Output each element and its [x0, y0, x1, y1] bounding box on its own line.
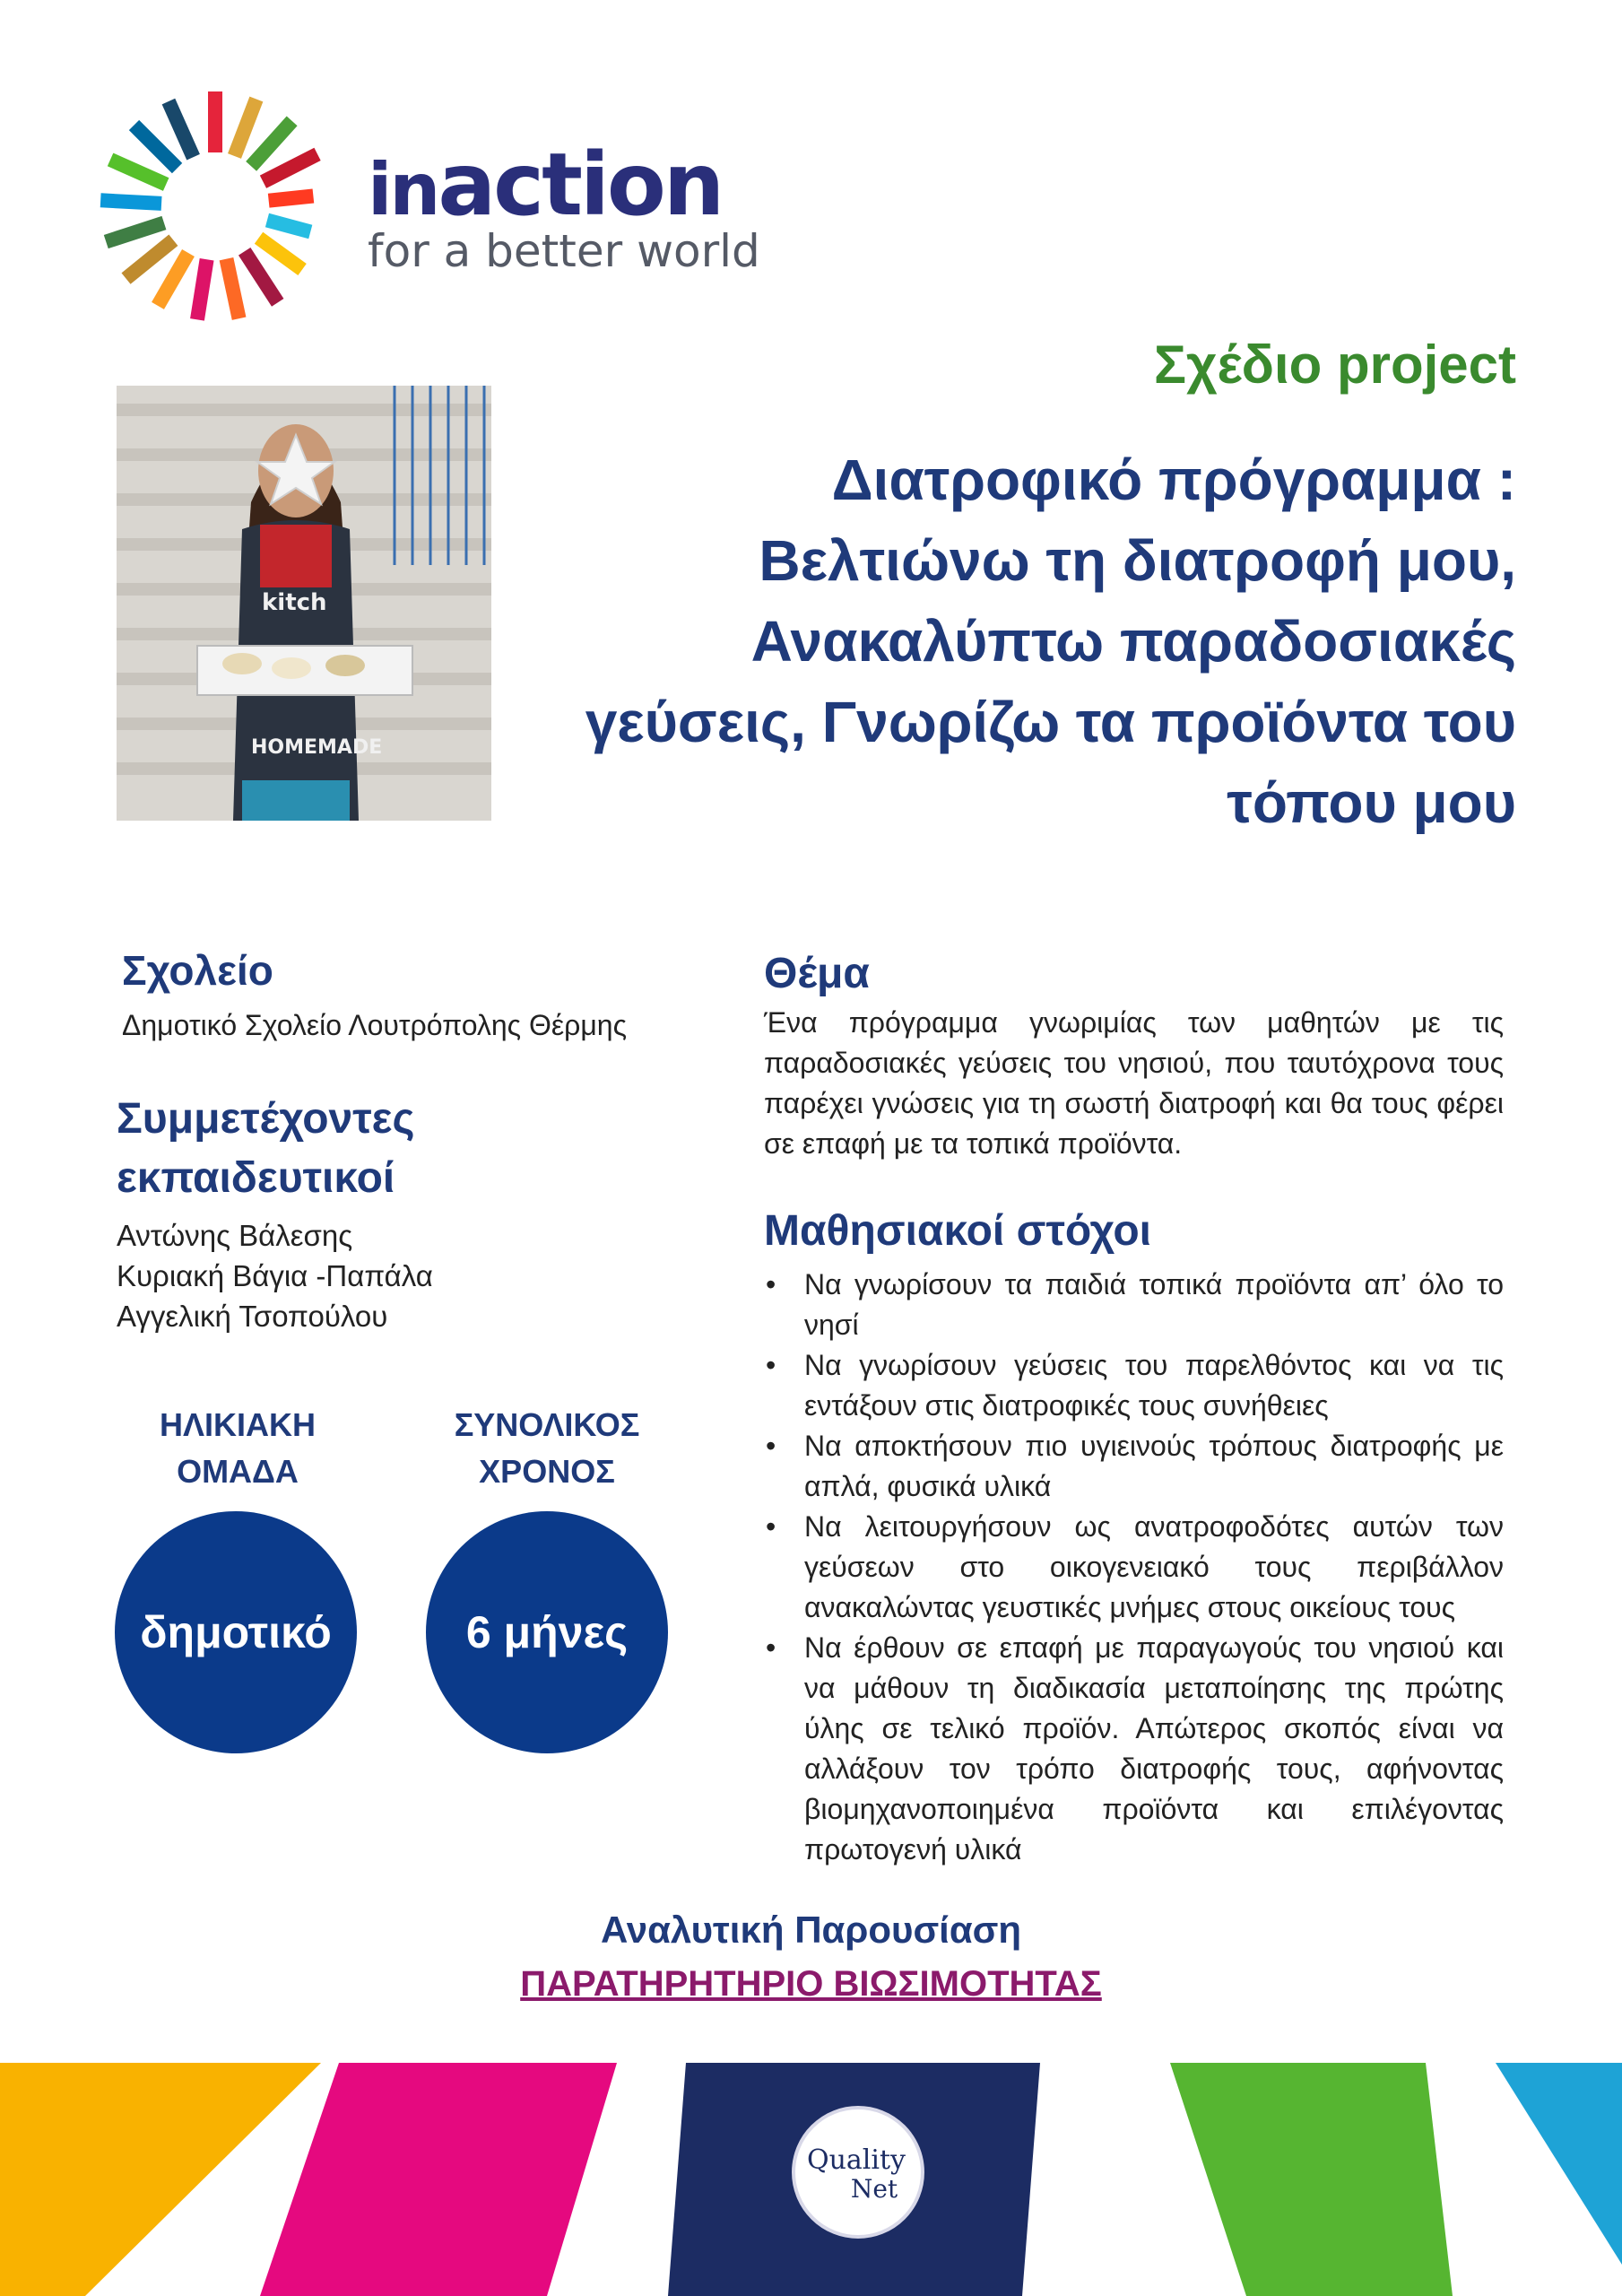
total-time-circle: 6 μήνες: [426, 1511, 668, 1753]
project-title: [575, 439, 1516, 843]
project-title-line: γεύσεις, Γνωρίζω τα προϊόντα του: [585, 690, 1516, 754]
teachers-heading-line: Συμμετέχοντες: [117, 1095, 415, 1143]
logo-wordmark: [368, 135, 723, 235]
teachers-list: [117, 1215, 433, 1336]
band-green: [1170, 2063, 1453, 2296]
teachers-heading-line: εκπαιδευτικοί: [117, 1154, 395, 1202]
svg-text:HOMEMADE: HOMEMADE: [251, 736, 383, 759]
teacher-name: Αγγελική Τσοπούλου: [117, 1300, 388, 1333]
sustainability-observatory-link[interactable]: ΠΑΡΑΤΗΡΗΤΗΡΙΟ ΒΙΩΣΙΜΟΤΗΤΑΣ: [520, 1964, 1102, 2004]
total-time-label-line: ΧΡΟΝΟΣ: [479, 1453, 615, 1490]
project-title-line: Ανακαλύπτω παραδοσιακές: [750, 609, 1516, 674]
teachers-heading: [117, 1090, 414, 1208]
list-item: • Να λειτουργήσουν ως ανατροφοδότες αυτών των γεύσεων στο οικογενειακό τους περιβάλλον ανακαλώντας γευστικές μνήμες στους οικείους τους: [764, 1507, 1504, 1628]
inaction-logo-icon: [85, 81, 345, 332]
project-title-line: τόπου μου: [1227, 770, 1516, 835]
list-item: • Να γνωρίσουν τα παιδιά τοπικά προϊόντα απ’ όλο το νησί: [764, 1265, 1504, 1345]
total-time-label: [430, 1402, 664, 1495]
list-item: • Να έρθουν σε επαφή με παραγωγούς του νησιού και να μάθουν τη διαδικασία μεταποίησης της πρώτης ύλης σε τελικό προϊόν. Απώτερος σκοπός είναι να αλλάξουν τον τρόπο διατροφής τους, αφήνοντας βιομηχανοποιημένα προϊόντα και επιλέγοντας πρωτογενή υλικά: [764, 1628, 1504, 1870]
goals-list: [764, 1265, 1504, 1870]
footer-color-band: [0, 2063, 1622, 2296]
theme-heading: Θέμα: [764, 950, 870, 997]
logo-tagline: for a better world: [368, 225, 760, 277]
list-item: • Να αποκτήσουν πιο υγιεινούς τρόπους διατροφής με απλά, φυσικά υλικά: [764, 1426, 1504, 1507]
qualitynet-line1: Quality: [807, 2144, 906, 2176]
band-magenta: [260, 2063, 617, 2296]
theme-text: Ένα πρόγραμμα γνωριμίας των μαθητών με τις παραδοσιακές γεύσεις του νησιού, που ταυτόχρονα τους παρέχει γνώσεις για τη σωστή διατροφή και θα τους φέρει σε επαφή με τα τοπικά προϊόντα.: [764, 1006, 1504, 1160]
project-title-line: Βελτιώνω τη διατροφή μου,: [759, 528, 1516, 593]
age-group-label-line: ΟΜΑΔΑ: [177, 1453, 299, 1490]
band-cyan: [1496, 2063, 1622, 2265]
student-photo: [117, 386, 491, 821]
teacher-name: Κυριακή Βάγια -Παπάλα: [117, 1259, 433, 1292]
age-group-circle: δημοτικό: [115, 1511, 357, 1753]
school-name: Δημοτικό Σχολείο Λουτρόπολης Θέρμης: [122, 1009, 627, 1041]
total-time-label-line: ΣΥΝΟΛΙΚΟΣ: [454, 1406, 640, 1443]
project-title-line: Διατροφικό πρόγραμμα :: [831, 448, 1516, 512]
list-item: • Να γνωρίσουν γεύσεις του παρελθόντος και να τις εντάξουν στις διατροφικές τους συνήθειες: [764, 1345, 1504, 1426]
project-label: Σχέδιο project: [1153, 335, 1516, 395]
logo-in-text: in: [368, 148, 438, 231]
detail-presentation-label: Αναλυτική Παρουσίαση: [600, 1909, 1022, 1951]
goals-heading: Μαθησιακοί στόχοι: [764, 1207, 1151, 1255]
teacher-name: Αντώνης Βάλεσης: [117, 1219, 353, 1252]
qualitynet-line2: Net: [850, 2174, 898, 2204]
school-heading: Σχολείο: [122, 947, 273, 994]
logo-action-text: action: [438, 135, 723, 235]
age-group-label: [121, 1402, 354, 1495]
age-group-label-line: ΗΛΙΚΙΑΚΗ: [159, 1406, 316, 1443]
svg-text:kitch: kitch: [262, 589, 327, 616]
